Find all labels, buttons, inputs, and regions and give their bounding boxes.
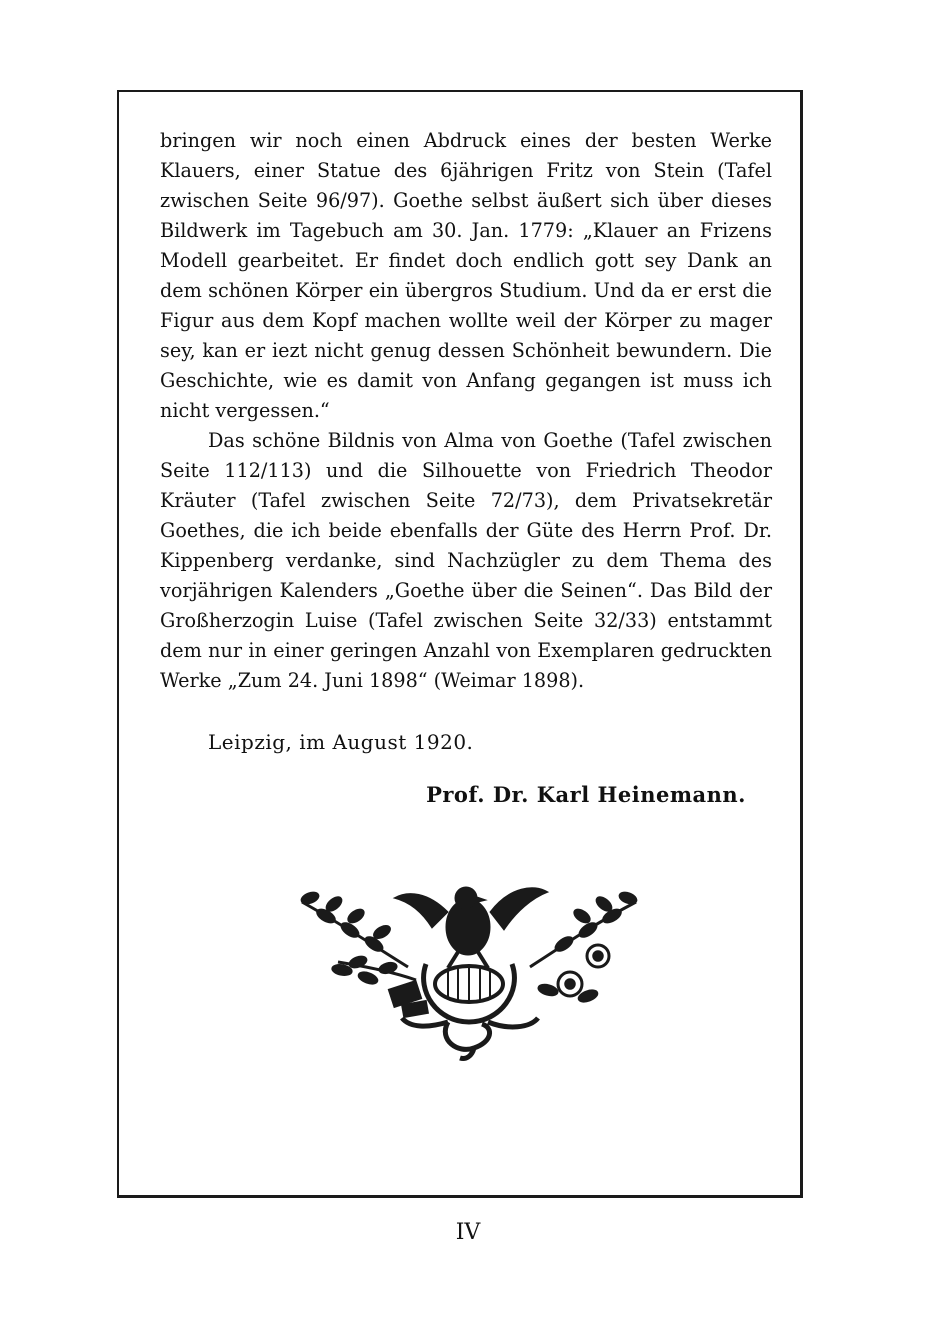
page-number: IV [455,1220,481,1245]
author-signature: Prof. Dr. Karl Heinemann. [426,782,746,807]
eagle-lyre-ornament-icon [298,872,640,1062]
body-text [160,126,772,696]
dateline: Leipzig, im August 1920. [208,730,474,754]
paragraph-images: Das schöne Bildnis von Alma von Goethe (Tafel zwischen Seite 112/113) und die Silhouette von Friedrich Theodor Kräuter (Tafel zwischen Seite 72/73), dem Privatsekretär Goethes, die ich beide ebenfalls der Güte des Herrn Prof. Dr. Kippenberg verdanke, sind Nachzügler zu dem Thema des vorjährigen Kalenders „Goethe über die Seinen“. Das Bild der Großherzogin Luise (Tafel zwischen Seite 32/33) entstammt dem nur in einer geringen Anzahl von Exemplaren gedruckten Werke „Zum 24. Juni 1898“ (Weimar 1898). [160,429,772,692]
paragraph-continuation: bringen wir noch einen Abdruck eines der besten Werke Klauers, einer Statue des 6jährigen Fritz von Stein (Tafel zwischen Seite 96/97). Goethe selbst äußert sich über dieses Bildwerk im Tagebuch am 30. Jan. 1779: „Klauer an Frizens Modell gearbeitet. Er findet doch endlich gott sey Dank an dem schönen Körper ein übergros Studium. Und da er erst die Figur aus dem Kopf machen wollte weil der Körper zu mager sey, kan er iezt nicht genug dessen Schönheit bewundern. Die Geschichte, wie es damit von Anfang gegangen ist muss ich nicht vergessen.“ [160,129,772,422]
